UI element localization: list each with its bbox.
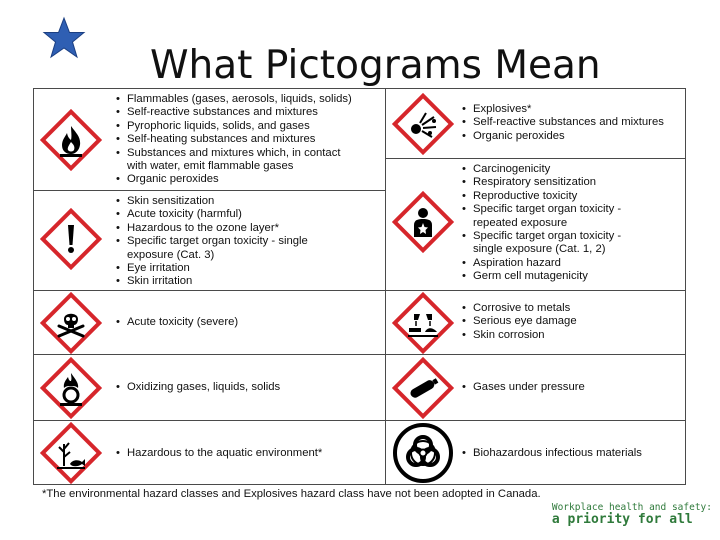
footnote: *The environmental hazard classes and Explosives hazard class have not been adopted in Canada. xyxy=(42,488,541,500)
pictogram-cell-oxidizer xyxy=(34,355,386,421)
flame-icon xyxy=(40,109,102,171)
hazard-item: • Reproductive toxicity xyxy=(460,190,621,203)
exclamation-mark-icon xyxy=(40,208,102,270)
hazard-item: • Germ cell mutagenicity xyxy=(460,270,621,283)
hazard-item-continued: single exposure (Cat. 1, 2) xyxy=(473,243,606,256)
hazard-item: • Acute toxicity (severe) xyxy=(114,316,238,329)
hazard-item: • Respiratory sensitization xyxy=(460,176,621,189)
pictogram-cell-flammables xyxy=(34,89,386,191)
hazard-item: • Corrosive to metals xyxy=(460,302,577,315)
pictogram-cell-skull xyxy=(34,291,386,355)
hazard-item: • Skin sensitization xyxy=(114,195,308,208)
hazard-item: • Flammables (gases, aerosols, liquids, solids) xyxy=(114,93,352,106)
corrosion-icon xyxy=(392,292,454,354)
hazard-item: • Gases under pressure xyxy=(460,381,585,394)
hazard-item: • Oxidizing gases, liquids, solids xyxy=(114,381,280,394)
pictogram-cell-gas-cylinder xyxy=(386,355,685,421)
brand-logo xyxy=(552,503,712,527)
hazard-item: • Aspiration hazard xyxy=(460,257,621,270)
hazard-item: • Specific target organ toxicity - xyxy=(460,230,621,243)
hazard-item: • Explosives* xyxy=(460,103,664,116)
pictogram-cell-explosives xyxy=(386,89,685,159)
hazard-item-continued: with water, emit flammable gases xyxy=(127,160,294,173)
star-icon xyxy=(42,16,86,60)
hazard-item: • Serious eye damage xyxy=(460,315,577,328)
hazard-item: • Carcinogenicity xyxy=(460,163,621,176)
hazard-item: • Eye irritation xyxy=(114,262,308,275)
pictogram-cell-environment xyxy=(34,421,386,484)
hazard-item-continued: repeated exposure xyxy=(473,216,568,229)
page-title: What Pictograms Mean xyxy=(150,43,601,88)
hazard-item: • Organic peroxides xyxy=(460,130,664,143)
hazard-item: • Specific target organ toxicity - single xyxy=(114,235,308,248)
hazard-item: • Biohazardous infectious materials xyxy=(460,447,642,460)
hazard-item: • Self-reactive substances and mixtures xyxy=(460,116,664,129)
pictogram-cell-exclamation xyxy=(34,191,386,291)
hazard-item: • Pyrophoric liquids, solids, and gases xyxy=(114,120,352,133)
hazard-item: • Hazardous to the ozone layer* xyxy=(114,222,308,235)
exploding-bomb-icon xyxy=(392,93,454,155)
skull-crossbones-icon xyxy=(40,292,102,354)
pictogram-cell-corrosion xyxy=(386,291,685,355)
hazard-item: • Skin corrosion xyxy=(460,329,577,342)
hazard-item: • Skin irritation xyxy=(114,275,308,288)
hazard-item: • Hazardous to the aquatic environment* xyxy=(114,447,322,460)
hazard-item: • Specific target organ toxicity - xyxy=(460,203,621,216)
flame-over-circle-icon xyxy=(40,357,102,419)
pictogram-cell-biohazard xyxy=(386,421,685,484)
hazard-item-continued: exposure (Cat. 3) xyxy=(127,248,215,261)
pictogram-table xyxy=(33,88,686,485)
hazard-item: • Acute toxicity (harmful) xyxy=(114,208,308,221)
brand-line-1: Workplace health and safety: xyxy=(551,502,712,513)
hazard-item: • Substances and mixtures which, in contact xyxy=(114,147,352,160)
gas-cylinder-icon xyxy=(392,357,454,419)
brand-line-2: a priority for all xyxy=(551,512,693,527)
health-hazard-icon xyxy=(392,191,454,253)
pictogram-cell-health-hazard xyxy=(386,159,685,291)
hazard-item: • Self-reactive substances and mixtures xyxy=(114,106,352,119)
biohazard-icon xyxy=(392,422,454,484)
hazard-item: • Organic peroxides xyxy=(114,173,352,186)
environment-icon xyxy=(40,422,102,484)
hazard-item: • Self-heating substances and mixtures xyxy=(114,133,352,146)
